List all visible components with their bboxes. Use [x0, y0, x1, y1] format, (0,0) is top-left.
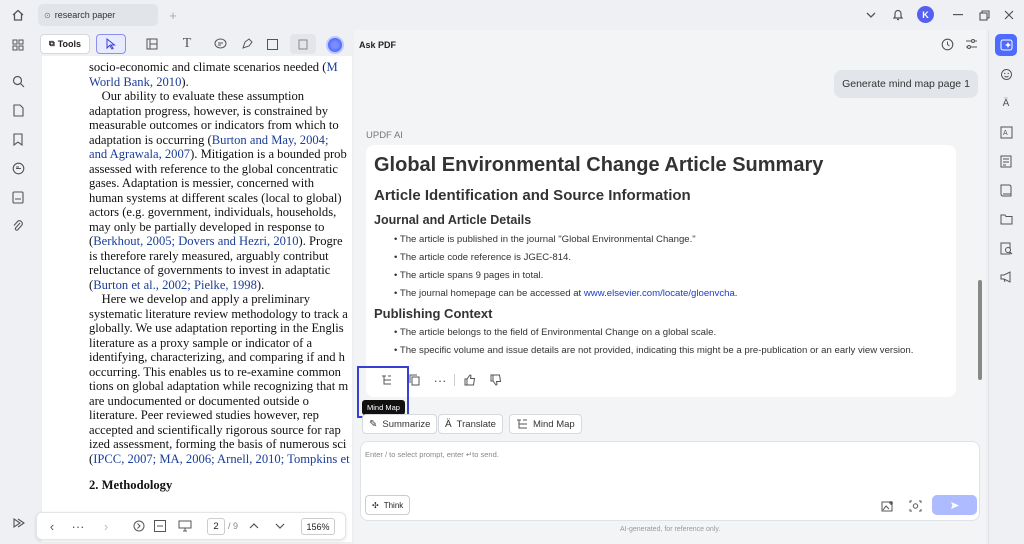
divider — [454, 374, 455, 386]
tab-title: research paper — [54, 10, 116, 20]
comment-tool-button[interactable] — [210, 35, 230, 53]
title-bar — [0, 0, 1024, 30]
subsection-heading-journal: Journal and Article Details — [374, 213, 532, 227]
text-line: ized assessment, forming the basis of numerous sci — [89, 437, 347, 451]
bullet-homepage: • The journal homepage can be accessed at www.elsevier.com/locate/gloenvcha. — [394, 288, 738, 299]
user-message: Generate mind map page 1 — [834, 70, 978, 98]
translate-chip[interactable] — [438, 414, 503, 434]
citation-link[interactable]: Berkhout, 2005; Dovers and Hezri, 2010 — [93, 234, 299, 248]
text-line: actors (e.g. government, individuals, households, — [89, 205, 337, 219]
layout-icon — [146, 38, 158, 50]
next-icon[interactable]: › — [103, 518, 109, 534]
translate-side-icon[interactable]: Ä — [1002, 97, 1010, 109]
clipboard-icon — [298, 38, 308, 50]
text-line: human systems at different scales (local to global) — [89, 190, 342, 205]
citation-link[interactable]: and Agrawala, 2007 — [89, 147, 191, 161]
text-line: literature. Peer reviewed studies however, rep — [89, 408, 319, 422]
presentation-icon[interactable] — [177, 519, 193, 533]
folder-icon[interactable] — [997, 210, 1015, 228]
thumbs-down-icon[interactable] — [486, 370, 506, 390]
text-line: is therefore rarely measured, arguably contribut — [89, 248, 329, 263]
pdf-page — [42, 56, 352, 542]
total-pages: / 9 — [228, 521, 239, 531]
document-tab[interactable] — [38, 4, 158, 26]
svg-text:A: A — [1002, 129, 1008, 137]
new-tab-icon[interactable]: + — [169, 7, 177, 23]
summarize-chip[interactable] — [362, 414, 437, 434]
text-line: occurring. This enables us to re-examine common — [89, 364, 341, 379]
minimize-icon[interactable] — [949, 6, 967, 24]
think-label: Think — [383, 500, 404, 510]
thumbnails-icon[interactable] — [9, 36, 27, 54]
comment-icon[interactable] — [9, 159, 27, 177]
think-toggle[interactable] — [365, 495, 410, 515]
journal-homepage-link[interactable]: www.elsevier.com/locate/gloenvcha — [583, 288, 735, 299]
right-sidebar — [988, 30, 1024, 544]
text-line: assessed with reference to the global concentratic — [89, 161, 338, 176]
text-line: may only be partially developed in response to — [89, 219, 325, 234]
text-line: systematic literature review methodology to track a — [89, 306, 348, 321]
bullet-code: • The article code reference is JGEC-814. — [394, 252, 572, 263]
citation-link[interactable]: Burton et al., 2002; Pielke, 1998 — [93, 277, 257, 292]
history-icon[interactable] — [938, 35, 956, 53]
send-button[interactable] — [932, 495, 977, 515]
text-line: Our ability to evaluate these assumption — [89, 89, 305, 103]
bullet-journal: • The article is published in the journal "Global Environmental Change." — [394, 234, 696, 245]
text-tool-button[interactable]: T — [182, 36, 192, 51]
collapse-icon[interactable] — [132, 519, 146, 533]
screenshot-icon[interactable] — [906, 497, 924, 515]
mind-map-label: Mind Map — [533, 418, 575, 430]
chat-scrollbar[interactable] — [978, 280, 982, 380]
section-heading-publishing: Publishing Context — [374, 306, 493, 321]
page-icon[interactable] — [9, 101, 27, 119]
ocr-icon[interactable] — [997, 123, 1015, 141]
search-icon[interactable] — [9, 72, 27, 90]
translate-label: Translate — [456, 418, 496, 430]
text-line: literature as a proxy sample or indicator of a — [89, 335, 313, 350]
text-line: identifying, characterizing, and comparing if and h — [89, 350, 345, 364]
text-line: Here we develop and apply a preliminary — [89, 292, 311, 306]
ai-orb-icon — [326, 36, 344, 54]
send-icon — [950, 501, 960, 510]
bullet-volume: • The specific volume and issue details are not provided, indicating this might be a pre-publication or an early view version. — [394, 345, 914, 356]
attachment-list-icon[interactable] — [9, 188, 27, 206]
footer-note: AI-generated, for reference only. — [620, 526, 721, 533]
text-line: are undocumented or documented outside o — [89, 393, 309, 408]
page-navigation-bar — [36, 512, 346, 540]
tooltip: Mind Map — [362, 400, 405, 415]
text-line: accepted and scientifically rigorous source for rap — [89, 422, 341, 437]
tools-icon: ⧉ — [48, 39, 55, 48]
text-line: (IPCC, 2007; MA, 2006; Arnell, 2010; Tompkins et — [89, 451, 350, 466]
page-text — [89, 60, 352, 493]
thumbs-up-icon[interactable] — [460, 370, 480, 390]
tools-label: Tools — [57, 39, 82, 49]
panel-title: Ask PDF — [359, 40, 397, 50]
ai-label: UPDF AI — [366, 130, 403, 141]
zoom-level[interactable]: 156% — [301, 518, 335, 535]
think-icon: ✣ — [372, 500, 379, 510]
text-line: adaptation progress, however, is constrained by — [89, 103, 329, 118]
close-icon[interactable] — [1000, 6, 1018, 24]
page-down-icon[interactable] — [273, 519, 287, 533]
highlighter-icon — [241, 38, 253, 50]
mind-map-chip[interactable] — [509, 414, 582, 434]
notification-bell-icon[interactable] — [889, 5, 907, 23]
text-line: and Agrawala, 2007). Mitigation is a bounded prob — [89, 147, 347, 161]
ai-chat-icon[interactable] — [995, 34, 1017, 56]
mind-map-chip-icon — [516, 419, 528, 430]
layers-icon[interactable] — [9, 514, 27, 532]
text-line: adaptation is occurring (Burton and May, 2004; — [89, 132, 329, 147]
ai-emoji-icon[interactable] — [997, 65, 1015, 83]
text-line: measurable outcomes or indicators from which to — [89, 118, 339, 132]
image-upload-icon[interactable] — [878, 497, 896, 515]
prompt-input-box[interactable] — [360, 441, 980, 521]
restore-icon[interactable] — [975, 6, 993, 24]
summarize-icon: ✎ — [369, 418, 378, 430]
search-document-icon[interactable] — [997, 239, 1015, 257]
speech-bubble-icon — [214, 38, 227, 50]
settings-sliders-icon[interactable] — [962, 35, 980, 53]
stamp-tool-button[interactable] — [290, 34, 316, 54]
translate-icon: Ä — [445, 418, 452, 430]
more-options-icon[interactable]: ··· — [433, 372, 447, 388]
form-icon[interactable] — [997, 152, 1015, 170]
citation-link[interactable]: IPCC, 2007; MA, 2006; Arnell, 2010; Tompkins et — [93, 451, 350, 466]
megaphone-icon[interactable] — [997, 268, 1015, 286]
citation-link[interactable]: M — [326, 60, 338, 74]
single-page-icon[interactable] — [153, 519, 167, 533]
text-line: (Berkhout, 2005; Dovers and Hezri, 2010). Progre — [89, 234, 343, 248]
highlight-tool-button[interactable] — [237, 35, 257, 53]
text-line: globally. We use adaptation reporting in the Englis — [89, 321, 344, 335]
more-icon[interactable]: ··· — [71, 518, 85, 534]
section-heading: 2. Methodology — [89, 478, 173, 492]
left-sidebar — [0, 30, 36, 544]
tools-button[interactable] — [40, 34, 90, 54]
user-avatar[interactable]: K — [917, 6, 934, 23]
book-icon[interactable] — [997, 181, 1015, 199]
rectangle-icon — [267, 39, 278, 50]
ai-assistant-button[interactable] — [324, 34, 346, 56]
bullet-pages: • The article spans 9 pages in total. — [394, 270, 544, 281]
prev-icon[interactable]: ‹ — [49, 518, 55, 534]
shape-tool-button[interactable] — [262, 35, 282, 53]
text-line: tions on global adaptation while recognizing that m — [89, 379, 349, 393]
cursor-icon — [106, 38, 116, 50]
prompt-placeholder: Enter / to select prompt, enter ↵to send. — [365, 450, 499, 459]
text-line: (Burton et al., 2002; Pielke, 1998). — [89, 277, 265, 292]
text-line: gases. Adaptation is messier, concerned with — [89, 176, 315, 190]
text-line: World Bank, 2010). — [89, 74, 189, 89]
summarize-label: Summarize — [382, 418, 431, 430]
citation-link[interactable]: Burton and May, 2004; — [211, 132, 329, 147]
page-number-input[interactable]: 2 — [207, 518, 225, 535]
home-icon[interactable] — [8, 6, 28, 24]
select-cursor-button[interactable] — [96, 34, 126, 54]
page-up-icon[interactable] — [247, 519, 261, 533]
ai-answer-card — [366, 145, 956, 397]
bullet-field: • The article belongs to the field of Environmental Change on a global scale. — [394, 327, 717, 338]
section-heading-identification: Article Identification and Source Information — [374, 187, 691, 204]
text-line: reluctance of governments to invest in adaptatic — [89, 263, 331, 277]
paperclip-icon[interactable] — [9, 217, 27, 235]
chevron-down-icon[interactable] — [862, 6, 880, 24]
answer-title: Global Environmental Change Article Summary — [374, 154, 824, 176]
layout-tool-button[interactable] — [139, 35, 165, 53]
text-line: socio-economic and climate scenarios needed (M — [89, 60, 338, 74]
bookmark-icon[interactable] — [9, 130, 27, 148]
citation-link[interactable]: World Bank, 2010 — [89, 74, 182, 89]
lock-icon: ⊙ — [44, 10, 51, 20]
